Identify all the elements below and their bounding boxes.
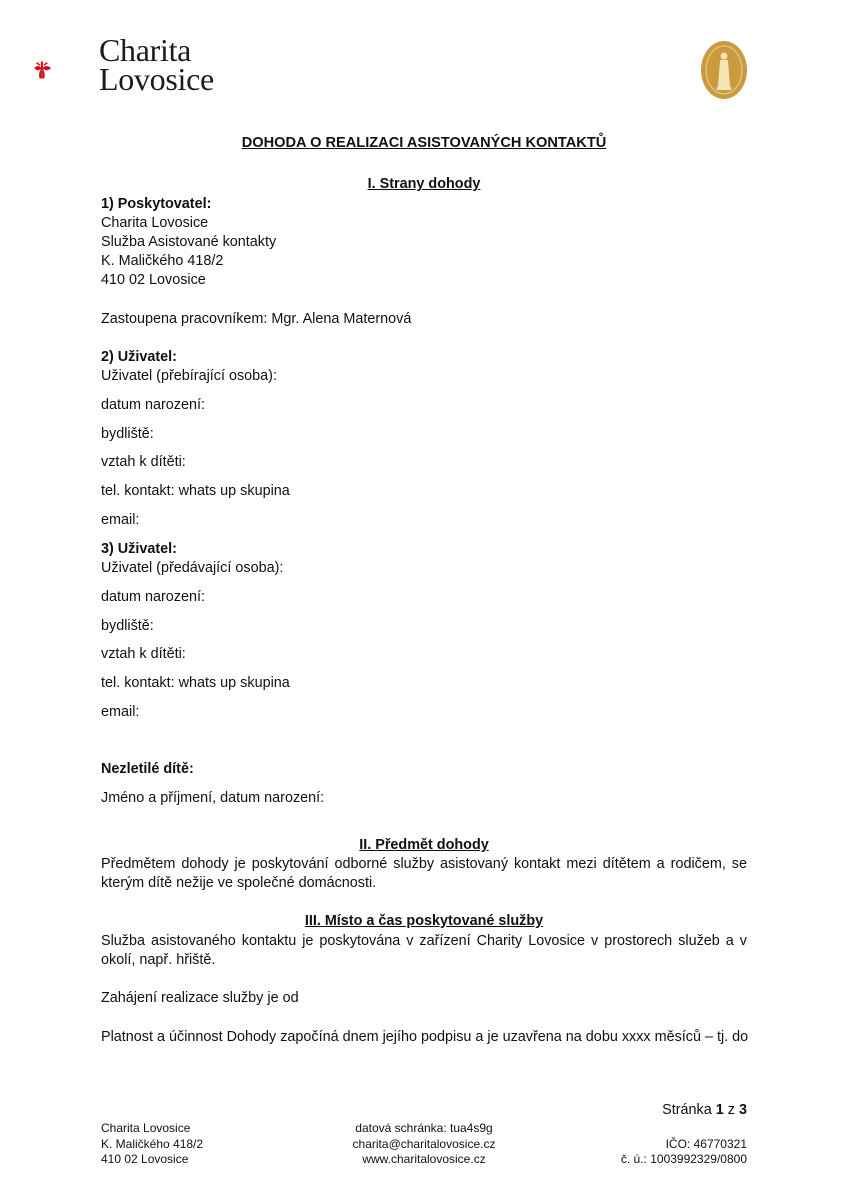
saint-medal-icon: [700, 40, 748, 100]
footer-web-link[interactable]: www.charitalovosice.cz: [362, 1152, 486, 1166]
user3-field: tel. kontakt: whats up skupina: [101, 675, 290, 691]
section-1-heading: I. Strany dohody: [367, 176, 481, 192]
user2-label: 2) Uživatel:: [101, 349, 177, 365]
user2-field: email:: [101, 512, 140, 528]
footer-databox: datová schránka: tua4s9g: [355, 1121, 493, 1135]
footer-line: K. Maličkého 418/2: [101, 1136, 204, 1151]
logo-line-2: Lovosice: [99, 61, 214, 97]
provider-line: 410 02 Lovosice: [101, 272, 206, 288]
footer-email-link[interactable]: charita@charitalovosice.cz: [352, 1136, 496, 1151]
user2-field: Uživatel (přebírající osoba):: [101, 368, 277, 384]
provider-line: Charita Lovosice: [101, 215, 209, 231]
pager-sep: z: [727, 1102, 735, 1118]
pager-prefix: Stránka: [662, 1102, 712, 1118]
document-title: DOHODA O REALIZACI ASISTOVANÝCH KONTAKTŮ: [241, 135, 607, 151]
footer-line: 410 02 Lovosice: [101, 1152, 189, 1166]
provider-line: Služba Asistované kontakty: [101, 234, 277, 250]
user2-field: vztah k dítěti:: [101, 454, 186, 470]
provider-label: 1) Poskytovatel:: [101, 196, 212, 212]
section-3-heading: III. Místo a čas poskytované služby: [304, 913, 544, 929]
footer-address: [101, 1121, 203, 1168]
user3-field: datum narození:: [101, 589, 205, 605]
footer-ids: [621, 1137, 747, 1168]
user3-field: vztah k dítěti:: [101, 646, 186, 662]
logo-line-1: Charita: [99, 32, 192, 68]
footer-account: č. ú.: 1003992329/0800: [620, 1152, 747, 1166]
pager-total: 3: [738, 1102, 747, 1118]
represented-by: Zastoupena pracovníkem: Mgr. Alena Maternová: [101, 311, 412, 327]
child-label: Nezletilé dítě:: [101, 761, 194, 777]
section-3-text: Služba asistovaného kontaktu je poskytována v zařízení Charity Lovosice v prostorech služeb a v okolí, např. hřiště.: [101, 933, 747, 969]
user2-field: datum narození:: [101, 397, 205, 413]
provider-line: K. Maličkého 418/2: [101, 253, 224, 269]
logo-wordmark: [99, 32, 214, 97]
user3-label: 3) Uživatel:: [101, 541, 177, 557]
service-start: Zahájení realizace služby je od: [101, 990, 299, 1006]
footer-line: Charita Lovosice: [101, 1121, 191, 1135]
validity-text: Platnost a účinnost Dohody započíná dnem jejího podpisu a je uzavřena na dobu xxxx měsíců – tj. do: [101, 1029, 749, 1045]
user3-field: bydliště:: [101, 618, 154, 634]
user2-field: tel. kontakt: whats up skupina: [101, 483, 290, 499]
charita-logo-icon: [34, 40, 94, 100]
pager-current: 1: [715, 1102, 724, 1118]
section-2-text: Předmětem dohody je poskytování odborné služby asistovaný kontakt mezi dítětem a rodičem, se kterým dítě nežije ve společné domácnosti.: [101, 856, 747, 892]
footer-ico: IČO: 46770321: [665, 1136, 747, 1151]
user3-field: email:: [101, 704, 140, 720]
footer-contact: [300, 1121, 548, 1168]
page-counter: [662, 1102, 747, 1118]
section-2-heading: II. Předmět dohody: [359, 837, 489, 853]
user2-field: bydliště:: [101, 426, 154, 442]
user3-field: Uživatel (předávající osoba):: [101, 560, 284, 576]
child-field: Jméno a příjmení, datum narození:: [101, 790, 325, 806]
